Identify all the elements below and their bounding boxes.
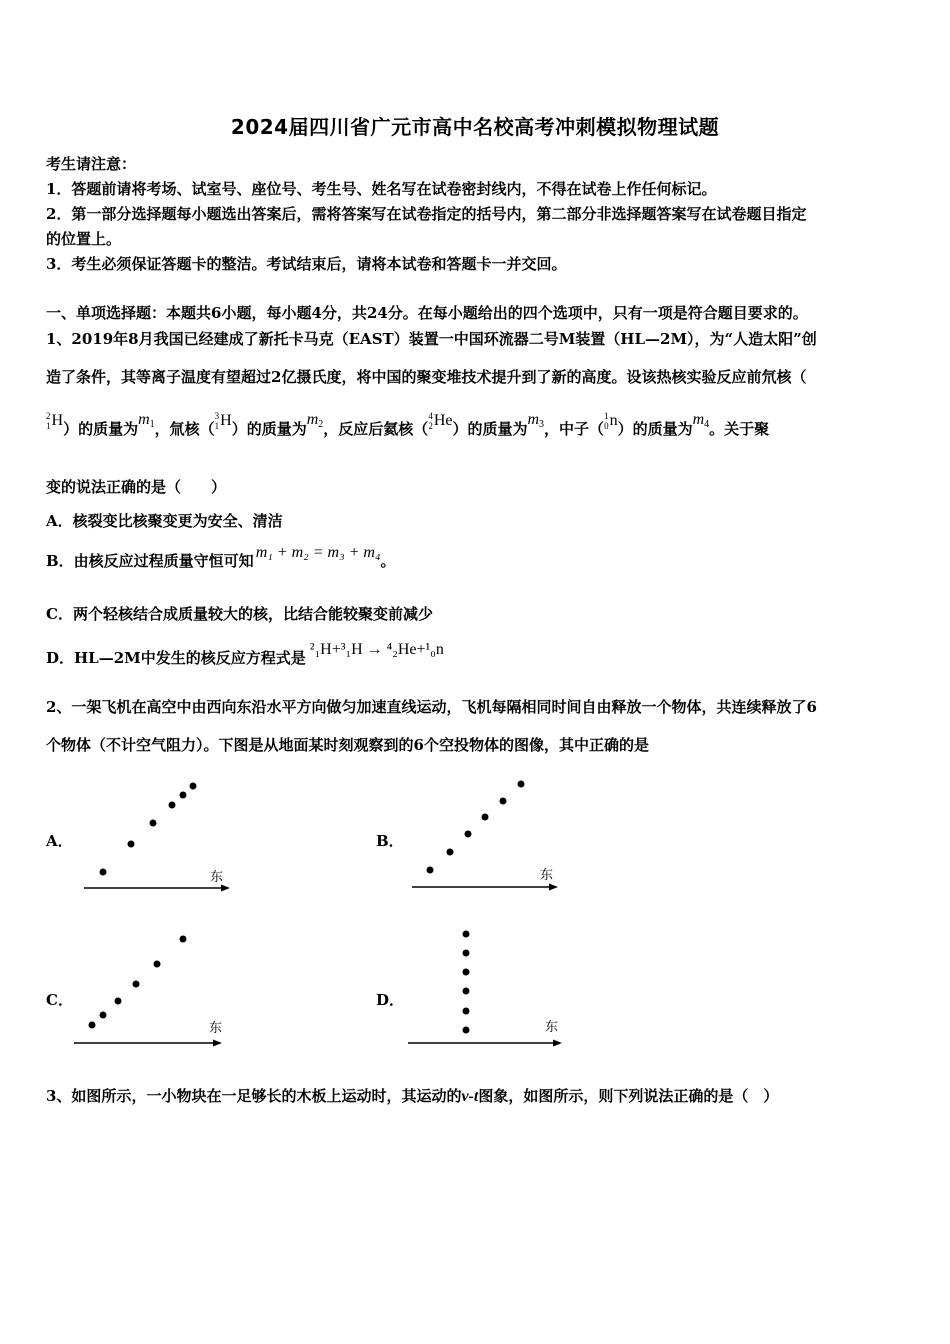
q1-line-1: 1、2019年8月我国已经建成了新托卡马克（EAST）装置一中国环流器二号M装置（HL—2M），为“人造太阳”创 <box>46 330 817 348</box>
drop-dot <box>150 820 157 827</box>
option-b-formula: m₁ + m₂ = m₃ + m₄ <box>255 543 381 561</box>
q1-text: ，中子（ <box>544 420 605 438</box>
east-label: 东 <box>209 1021 223 1036</box>
drop-dot <box>463 931 470 938</box>
drop-dot <box>427 867 434 874</box>
drop-dot <box>100 1012 107 1019</box>
notice-item-3: 3．考生必须保证答题卡的整洁。考试结束后，请将本试卷和答题卡一并交回。 <box>46 255 567 273</box>
drop-dot <box>180 792 187 799</box>
drop-dot <box>463 950 470 957</box>
q3-text-a: 3、如图所示，一小物块在一足够长的木板上运动时，其运动的 <box>46 1087 462 1105</box>
q1-option-b <box>46 543 396 571</box>
option-d-formula: ²₁H+³₁H → ⁴₂He+¹₀n <box>309 640 444 658</box>
drop-dot <box>180 936 187 943</box>
tritium-symbol: 3 1 H <box>214 410 232 431</box>
q2-option-d-label: D． <box>376 991 405 1009</box>
east-label: 东 <box>545 1020 559 1035</box>
q1-option-c: C．两个轻核结合成质量较大的核，比结合能较聚变前减少 <box>46 605 433 623</box>
q1-text: ）的质量为 <box>617 420 693 438</box>
q1-line-2: 造了条件，其等离子温度有望超过2亿摄氏度，将中国的聚变堆技术提升到了新的高度。设该热核实验反应前氘核（ <box>46 368 807 386</box>
drop-dot <box>154 961 161 968</box>
notice-item-2: 2．第一部分选择题每小题选出答案后，需将答案写在试卷指定的括号内，第二部分非选择题答案写在试卷题目指定 <box>46 205 807 223</box>
drop-dot <box>463 1027 470 1034</box>
deuterium-symbol: 2 1 H <box>46 410 64 431</box>
axis-arrow <box>549 884 558 891</box>
mass-m4: $m_4$ <box>692 411 710 430</box>
helium-symbol: 4 2 He <box>428 410 453 431</box>
option-b-end: 。 <box>380 552 396 570</box>
drop-dot <box>190 783 197 790</box>
drop-dot <box>463 1008 470 1015</box>
q2-figure-d <box>405 922 570 1050</box>
q2-line-2: 个物体（不计空气阻力）。下图是从地面某时刻观察到的6个空投物体的图像，其中正确的是 <box>46 736 649 754</box>
option-b-text: B．由核反应过程质量守恒可知 <box>46 552 254 570</box>
q3-text-b: 图象，如图所示，则下列说法正确的是（ ） <box>478 1087 779 1105</box>
drop-dot <box>100 869 107 876</box>
drop-dot <box>133 981 140 988</box>
notice-heading: 考生请注意： <box>46 155 137 173</box>
option-d-text: D．HL—2M中发生的核反应方程式是 <box>46 649 306 667</box>
drop-dot <box>128 841 135 848</box>
drop-dot <box>518 781 525 788</box>
q3-line-1 <box>46 1085 778 1106</box>
q1-line-3 <box>46 410 770 439</box>
notice-item-1: 1．答题前请将考场、试室号、座位号、考生号、姓名写在试卷密封线内，不得在试卷上作任何标记。 <box>46 180 717 198</box>
axis-arrow <box>221 885 230 892</box>
q1-text: ，反应后氦核（ <box>323 420 429 438</box>
drop-dot <box>463 988 470 995</box>
axis-arrow <box>553 1040 562 1047</box>
q1-text: 。关于聚 <box>709 420 770 438</box>
q2-line-1: 2、一架飞机在高空中由西向东沿水平方向做匀加速直线运动，飞机每隔相同时间自由释放一个物体，共连续释放了6 <box>46 698 817 716</box>
mass-m3: $m_3$ <box>527 411 545 430</box>
mass-m1: $m_1$ <box>138 411 155 430</box>
q2-figure-b <box>408 775 568 895</box>
notice-item-2-cont: 的位置上。 <box>46 230 122 248</box>
east-label: 东 <box>540 868 554 883</box>
drop-dot <box>447 849 454 856</box>
page-title: 2024届四川省广元市高中名校高考冲刺模拟物理试题 <box>230 115 720 139</box>
q1-text: ）的质量为 <box>63 420 139 438</box>
q1-text: ）的质量为 <box>452 420 528 438</box>
drop-dot <box>500 798 507 805</box>
drop-dot <box>482 814 489 821</box>
q2-option-a-label: A． <box>46 832 73 850</box>
drop-dot <box>89 1022 96 1029</box>
section-heading: 一、单项选择题：本题共6小题，每小题4分，共24分。在每小题给出的四个选项中，只有一项是符合题目要求的。 <box>46 304 808 322</box>
axis-arrow <box>213 1040 222 1047</box>
q1-line-4: 变的说法正确的是（ ） <box>46 478 227 496</box>
q1-text: ，氚核（ <box>154 420 215 438</box>
q1-option-a: A．核裂变比核聚变更为安全、清洁 <box>46 512 283 530</box>
q2-option-c-label: C． <box>46 991 73 1009</box>
neutron-symbol: 1 0 n <box>604 410 618 431</box>
q2-figure-c <box>72 930 232 1050</box>
q2-figure-a <box>80 775 240 895</box>
q1-option-d <box>46 640 444 668</box>
q2-option-b-label: B． <box>376 832 404 850</box>
drop-dot <box>465 831 472 838</box>
q3-vt: v-t <box>461 1088 479 1105</box>
east-label: 东 <box>210 870 224 885</box>
q1-text: ）的质量为 <box>231 420 307 438</box>
mass-m2: $m_2$ <box>306 411 324 430</box>
drop-dot <box>169 802 176 809</box>
drop-dot <box>115 998 122 1005</box>
drop-dot <box>463 969 470 976</box>
